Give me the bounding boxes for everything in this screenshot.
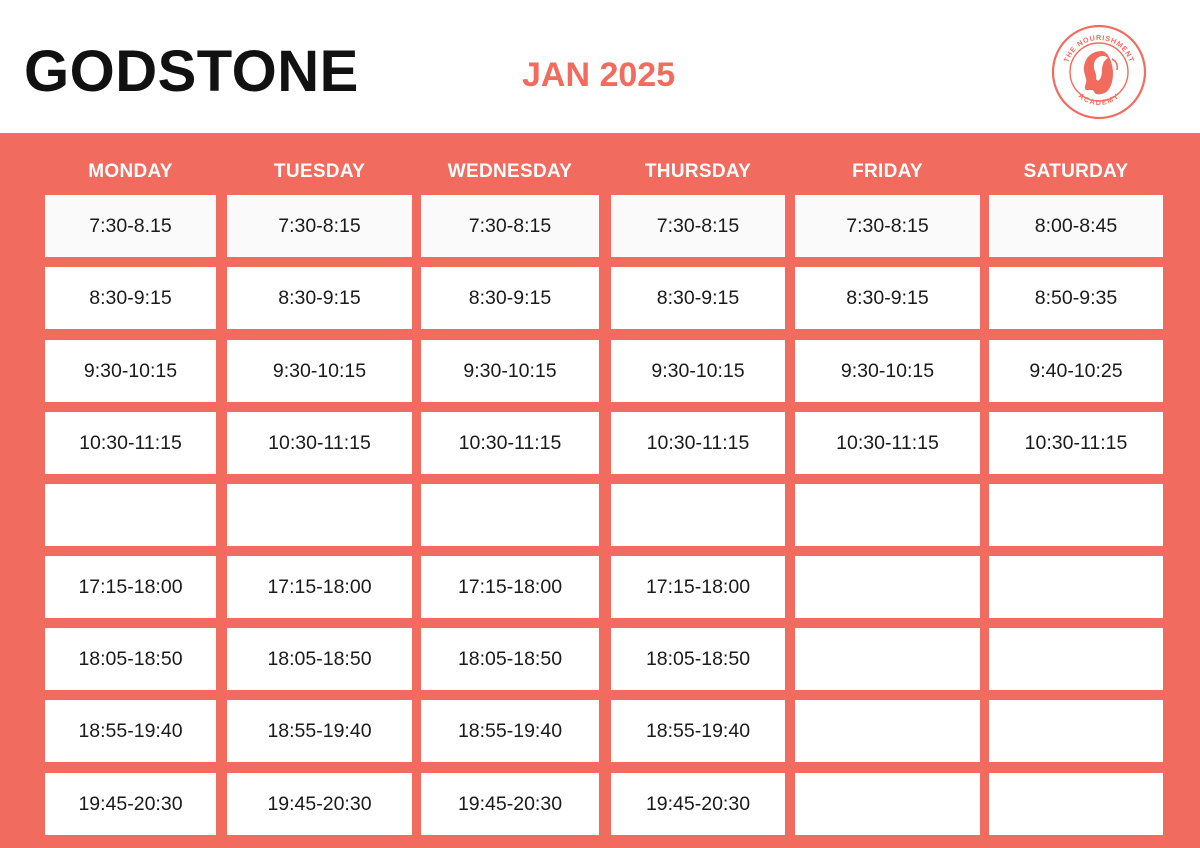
- empty-slot: [989, 556, 1163, 618]
- day-header-saturday: SATURDAY: [1023, 161, 1129, 182]
- time-slot: 10:30-11:15: [45, 412, 216, 474]
- empty-slot: [795, 556, 980, 618]
- time-slot: 19:45-20:30: [421, 773, 599, 835]
- empty-slot: [421, 484, 599, 546]
- time-slot: 7:30-8:15: [611, 195, 785, 257]
- time-slot: 18:55-19:40: [421, 700, 599, 762]
- time-slot: 8:30-9:15: [45, 267, 216, 329]
- time-slot: 17:15-18:00: [611, 556, 785, 618]
- empty-slot: [795, 484, 980, 546]
- time-slot: 7:30-8:15: [227, 195, 412, 257]
- time-slot: 18:05-18:50: [611, 628, 785, 690]
- time-slot: 9:40-10:25: [989, 340, 1163, 402]
- empty-slot: [795, 700, 980, 762]
- time-slot: 10:30-11:15: [227, 412, 412, 474]
- time-slot: 19:45-20:30: [45, 773, 216, 835]
- day-header-tuesday: TUESDAY: [273, 161, 366, 182]
- time-slot: 18:55-19:40: [611, 700, 785, 762]
- day-header-thursday: THURSDAY: [644, 161, 752, 182]
- time-slot: 9:30-10:15: [45, 340, 216, 402]
- empty-slot: [795, 773, 980, 835]
- empty-slot: [611, 484, 785, 546]
- time-slot: 8:30-9:15: [611, 267, 785, 329]
- nourishment-academy-logo: [1050, 23, 1148, 121]
- time-slot: 17:15-18:00: [45, 556, 216, 618]
- time-slot: 17:15-18:00: [227, 556, 412, 618]
- empty-slot: [45, 484, 216, 546]
- time-slot: 10:30-11:15: [611, 412, 785, 474]
- time-slot: 8:30-9:15: [421, 267, 599, 329]
- day-header-friday: FRIDAY: [852, 161, 923, 182]
- time-slot: 18:05-18:50: [45, 628, 216, 690]
- empty-slot: [795, 628, 980, 690]
- time-slot: 18:05-18:50: [421, 628, 599, 690]
- time-slot: 19:45-20:30: [611, 773, 785, 835]
- time-slot: 10:30-11:15: [989, 412, 1163, 474]
- time-slot: 9:30-10:15: [611, 340, 785, 402]
- logo-text-bottom: ACADEMY: [1076, 91, 1122, 108]
- time-slot: 8:30-9:15: [227, 267, 412, 329]
- location-title: GODSTONE: [24, 39, 359, 104]
- time-slot: 18:55-19:40: [227, 700, 412, 762]
- time-slot: 10:30-11:15: [795, 412, 980, 474]
- time-slot: 7:30-8:15: [421, 195, 599, 257]
- day-header-wednesday: WEDNESDAY: [447, 161, 573, 182]
- time-slot: 18:05-18:50: [227, 628, 412, 690]
- time-slot: 7:30-8:15: [795, 195, 980, 257]
- time-slot: 9:30-10:15: [227, 340, 412, 402]
- time-slot: 9:30-10:15: [795, 340, 980, 402]
- logo-text-top: THE NOURISHMENT: [1061, 32, 1137, 64]
- empty-slot: [227, 484, 412, 546]
- day-header-monday: MONDAY: [88, 161, 173, 182]
- month-title: JAN 2025: [522, 56, 676, 94]
- empty-slot: [989, 628, 1163, 690]
- time-slot: 10:30-11:15: [421, 412, 599, 474]
- time-slot: 8:00-8:45: [989, 195, 1163, 257]
- time-slot: 8:50-9:35: [989, 267, 1163, 329]
- time-slot: 19:45-20:30: [227, 773, 412, 835]
- time-slot: 17:15-18:00: [421, 556, 599, 618]
- profile-head-icon: [1084, 51, 1113, 94]
- time-slot: 7:30-8.15: [45, 195, 216, 257]
- time-slot: 8:30-9:15: [795, 267, 980, 329]
- empty-slot: [989, 484, 1163, 546]
- empty-slot: [989, 773, 1163, 835]
- header: [0, 0, 1200, 133]
- time-slot: 18:55-19:40: [45, 700, 216, 762]
- empty-slot: [989, 700, 1163, 762]
- time-slot: 9:30-10:15: [421, 340, 599, 402]
